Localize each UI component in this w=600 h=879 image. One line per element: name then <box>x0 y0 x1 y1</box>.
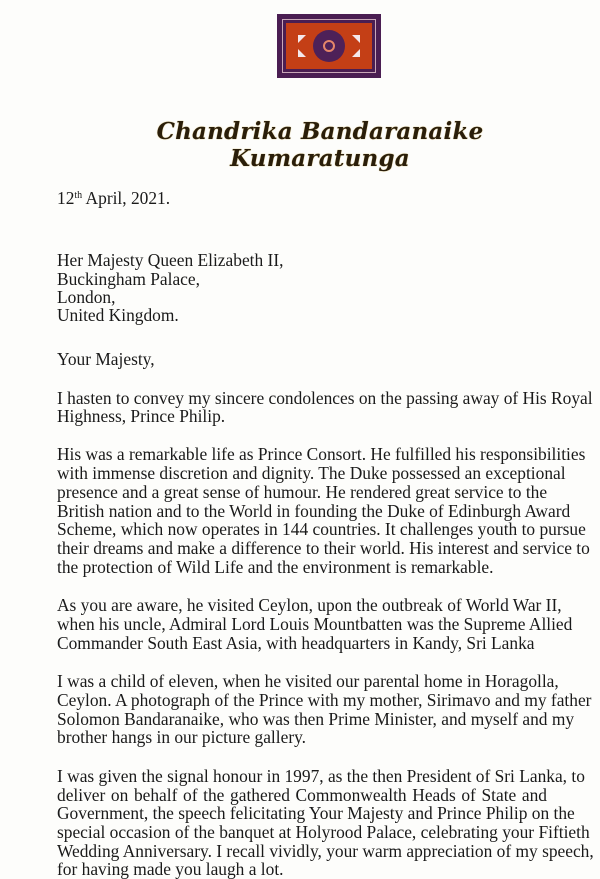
paragraph-line: Scheme, which now operates in 144 countries. It challenges youth to pursue <box>57 519 586 539</box>
emblem-disc-icon <box>313 30 345 62</box>
paragraph-line: Ceylon. A photograph of the Prince with my mother, Sirimavo and my father <box>57 690 592 710</box>
paragraph-line: Solomon Bandaranaike, who was then Prime Minister, and myself and my <box>57 709 575 729</box>
paragraph-line: His was a remarkable life as Prince Consort. He fulfilled his responsibilities <box>57 444 586 464</box>
letterhead-name: Chandrika Bandaranaike Kumaratunga <box>156 118 484 172</box>
recipient-line: Buckingham Palace, <box>57 269 200 289</box>
paragraph-line: Highness, Prince Philip. <box>57 406 226 426</box>
date-rest: April, 2021. <box>82 188 171 208</box>
recipient-line: London, <box>57 287 116 307</box>
paragraph-line: with immense discretion and dignity. The Duke possessed an exceptional <box>57 463 566 483</box>
paragraph-line: for having made you laugh a lot. <box>57 859 284 879</box>
salutation: Your Majesty, <box>57 349 155 369</box>
emblem-ring-icon <box>323 40 335 52</box>
paragraph-line: special occasion of the banquet at Holyrood Palace, celebrating your Fiftieth <box>57 822 590 842</box>
paragraph-line: I was given the signal honour in 1997, as the then President of Sri Lanka, to <box>57 766 585 786</box>
corner-ornament-icon <box>352 35 360 43</box>
paragraph-line: I hasten to convey my sincere condolences on the passing away of His Royal <box>57 388 593 408</box>
recipient-line: Her Majesty Queen Elizabeth II, <box>57 250 284 270</box>
paragraph-line: the protection of Wild Life and the environment is remarkable. <box>57 557 494 577</box>
paragraph-line: Government, the speech felicitating Your Majesty and Prince Philip on the <box>57 803 575 823</box>
recipient-line: United Kingdom. <box>57 305 179 325</box>
paragraph-line: presence and a great sense of humour. He rendered great service to the <box>57 482 548 502</box>
paragraph-line: As you are aware, he visited Ceylon, upon the outbreak of World War II, <box>57 595 562 615</box>
date-ordinal: th <box>74 190 83 201</box>
corner-ornament-icon <box>298 35 306 43</box>
date-day: 12 <box>57 188 75 208</box>
paragraph-line: brother hangs in our picture gallery. <box>57 727 307 747</box>
emblem-field <box>286 23 372 69</box>
paragraph-line: when his uncle, Admiral Lord Louis Mountbatten was the Supreme Allied <box>57 614 573 634</box>
paragraph-line: Commander South East Asia, with headquarters in Kandy, Sri Lanka <box>57 633 535 653</box>
corner-ornament-icon <box>298 49 306 57</box>
paragraph-line: their dreams and make a difference to their world. His interest and service to <box>57 538 590 558</box>
paragraph-line: British nation and to the World in founding the Duke of Edinburgh Award <box>57 501 571 521</box>
paragraph-line: deliver on behalf of the gathered Commonwealth Heads of State and <box>57 785 547 805</box>
paragraph-line: I was a child of eleven, when he visited our parental home in Horagolla, <box>57 671 559 691</box>
paragraph-line: Wedding Anniversary. I recall vividly, your warm appreciation of my speech, <box>57 841 594 861</box>
corner-ornament-icon <box>352 49 360 57</box>
letter-date <box>57 186 547 208</box>
letterhead-emblem <box>277 14 381 78</box>
